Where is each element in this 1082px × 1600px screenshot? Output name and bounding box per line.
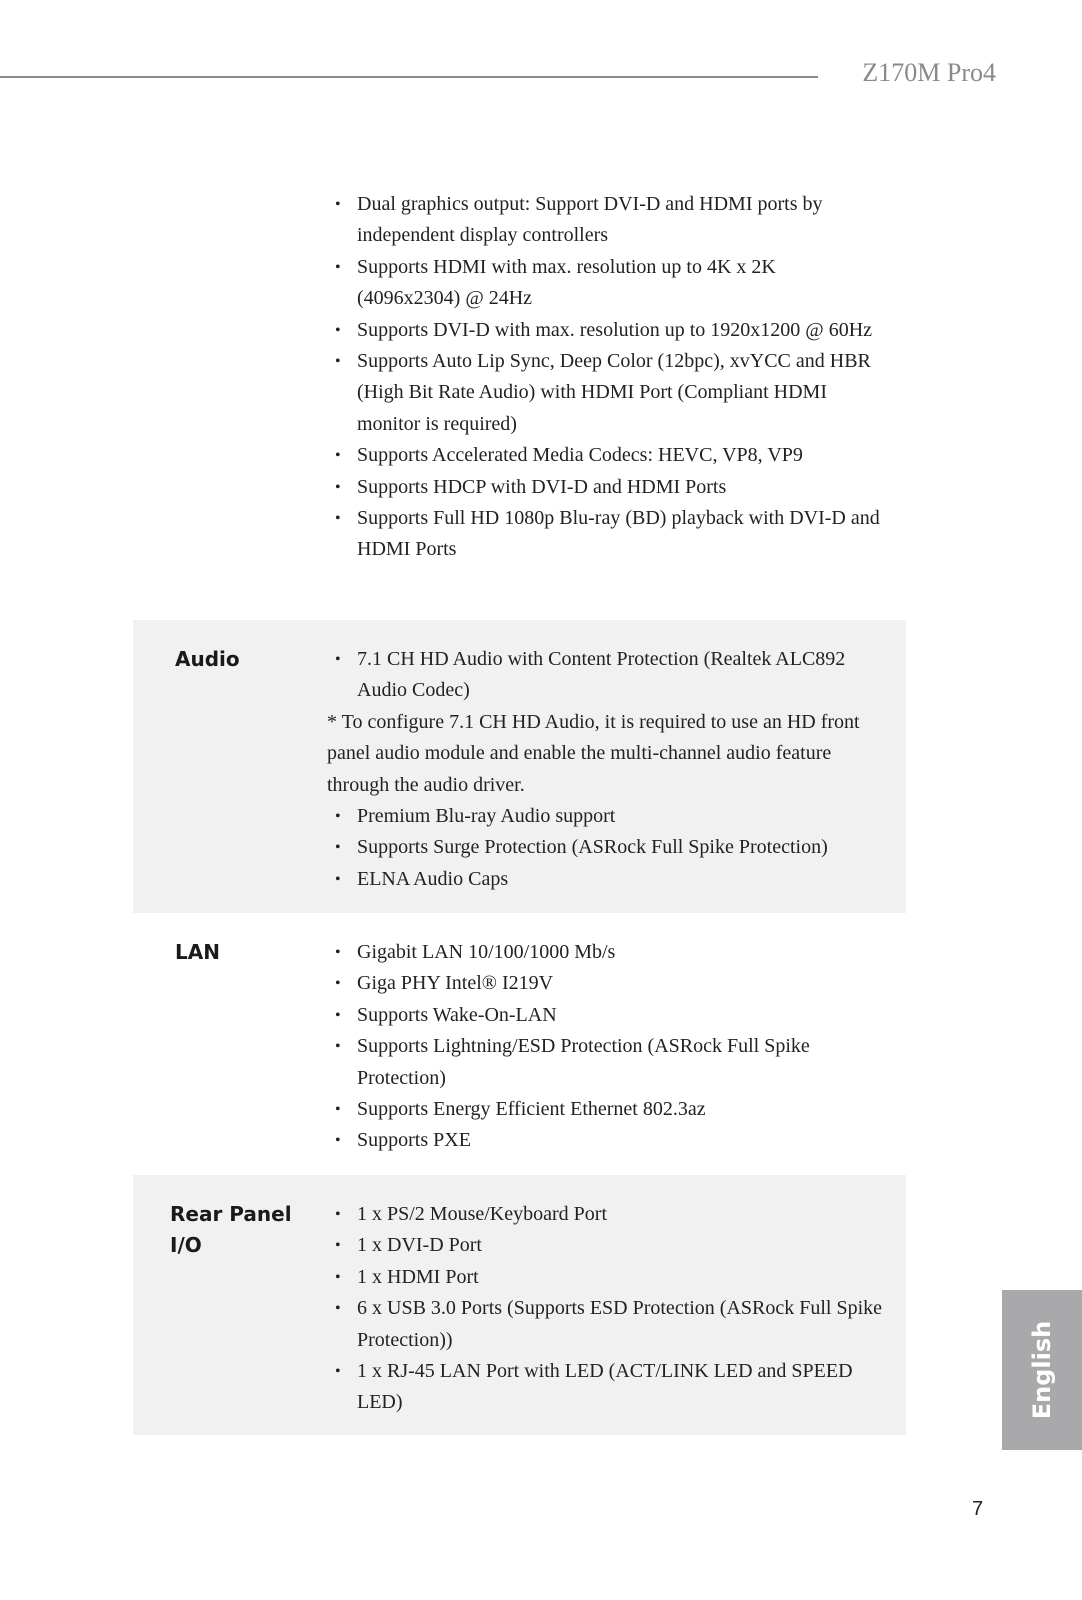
- section-lan: [133, 913, 906, 1175]
- list-item: • Supports Accelerated Media Codecs: HEVC, VP8, VP9: [327, 440, 884, 471]
- list-item: • Supports HDCP with DVI-D and HDMI Ports: [327, 472, 884, 503]
- graphics-content: [327, 189, 884, 566]
- label-line: Rear Panel: [170, 1202, 292, 1226]
- list-item: • Dual graphics output: Support DVI-D and HDMI ports by independent display controllers: [327, 189, 884, 252]
- audio-list: [327, 644, 884, 707]
- list-item: • 1 x DVI-D Port: [327, 1230, 884, 1261]
- lan-list: [327, 937, 884, 1157]
- audio-list-2: [327, 801, 884, 895]
- list-item: • Supports HDMI with max. resolution up to 4K x 2K (4096x2304) @ 24Hz: [327, 252, 884, 315]
- list-item: • 1 x RJ-45 LAN Port with LED (ACT/LINK LED and SPEED LED): [327, 1356, 884, 1419]
- list-item: • 7.1 CH HD Audio with Content Protection (Realtek ALC892 Audio Codec): [327, 644, 884, 707]
- list-item: • Supports PXE: [327, 1125, 884, 1156]
- section-audio: [133, 620, 906, 913]
- list-item: • Gigabit LAN 10/100/1000 Mb/s: [327, 937, 884, 968]
- section-label-rear-io: [170, 1199, 310, 1261]
- language-tab: [1002, 1290, 1082, 1450]
- section-rear-io: [133, 1175, 906, 1435]
- list-item: • ELNA Audio Caps: [327, 864, 884, 895]
- list-item: • 1 x HDMI Port: [327, 1262, 884, 1293]
- rear-io-list: [327, 1199, 884, 1419]
- list-item: • Premium Blu-ray Audio support: [327, 801, 884, 832]
- list-item: • Supports Lightning/ESD Protection (ASRock Full Spike Protection): [327, 1031, 884, 1094]
- header-title: Z170M Pro4: [862, 58, 996, 87]
- rear-io-content: [327, 1199, 884, 1419]
- list-item: • Supports Auto Lip Sync, Deep Color (12bpc), xvYCC and HBR (High Bit Rate Audio) with HDMI Port (Compliant HDMI monitor is required): [327, 346, 884, 440]
- lan-content: [327, 937, 884, 1157]
- list-item: • Supports Wake-On-LAN: [327, 1000, 884, 1031]
- graphics-list: [327, 189, 884, 566]
- list-item: • Supports Full HD 1080p Blu-ray (BD) playback with DVI-D and HDMI Ports: [327, 503, 884, 566]
- audio-note: * To configure 7.1 CH HD Audio, it is required to use an HD front panel audio module and enable the multi-channel audio feature through the audio driver.: [327, 710, 860, 796]
- list-item: • 1 x PS/2 Mouse/Keyboard Port: [327, 1199, 884, 1230]
- list-item: • Giga PHY Intel® I219V: [327, 968, 884, 999]
- list-item: • 6 x USB 3.0 Ports (Supports ESD Protection (ASRock Full Spike Protection)): [327, 1293, 884, 1356]
- list-item: • Supports Surge Protection (ASRock Full Spike Protection): [327, 832, 884, 863]
- section-graphics-continued: [133, 165, 906, 615]
- audio-content: [327, 644, 884, 895]
- page-number: 7: [972, 1498, 984, 1520]
- header-rule: [0, 76, 818, 78]
- section-label-audio: Audio: [175, 647, 240, 671]
- language-tab-label: English: [1028, 1320, 1056, 1420]
- label-line: I/O: [170, 1233, 202, 1257]
- list-item: • Supports DVI-D with max. resolution up to 1920x1200 @ 60Hz: [327, 315, 884, 346]
- section-label-lan: LAN: [175, 940, 220, 964]
- list-item: • Supports Energy Efficient Ethernet 802.3az: [327, 1094, 884, 1125]
